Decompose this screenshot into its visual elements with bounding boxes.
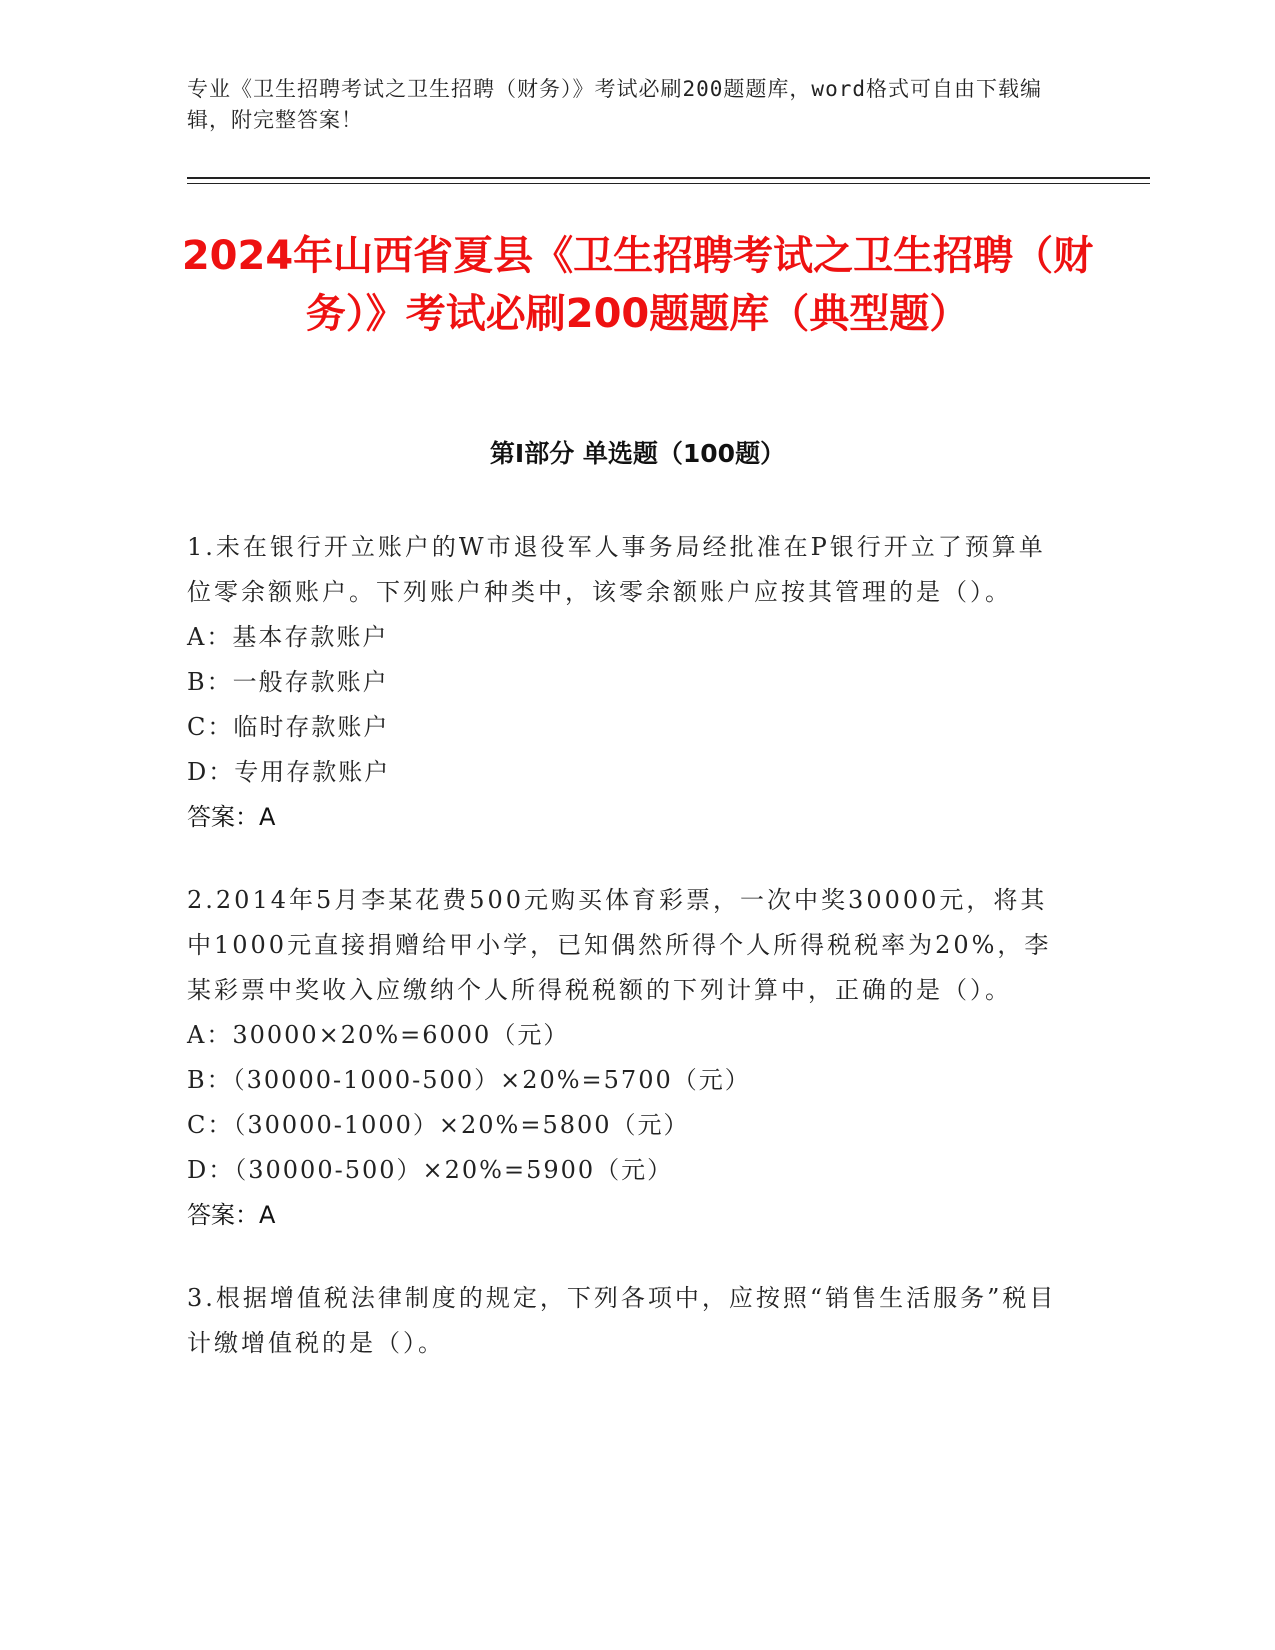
question-list: [187, 525, 1062, 1404]
option-c: C：临时存款账户: [187, 713, 390, 741]
option-b: B：一般存款账户: [187, 668, 389, 696]
option-d: D：专用存款账户: [187, 758, 391, 786]
option-a: A：30000×20%=6000（元）: [187, 1021, 570, 1049]
option-c: C：（30000-1000）×20%=5800（元）: [187, 1111, 690, 1139]
option-d: D：（30000-500）×20%=5900（元）: [187, 1156, 674, 1184]
question-2: [187, 878, 1062, 1238]
header-note: 专业《卫生招聘考试之卫生招聘（财务）》考试必刷200题题库，word格式可自由下载编辑，附完整答案！: [187, 77, 1042, 132]
question-stem: 2.2014年5月李某花费500元购买体育彩票，一次中奖30000元，将其中1000元直接捐赠给甲小学，已知偶然所得个人所得税税率为20%，李某彩票中奖收入应缴纳个人所得税税额的下列计算中，正确的是（）。: [187, 886, 1052, 1004]
question-stem: 3.根据增值税法律制度的规定，下列各项中，应按照“销售生活服务”税目计缴增值税的是（）。: [187, 1284, 1057, 1357]
header-rule-thick: [187, 177, 1150, 179]
option-a: A：基本存款账户: [187, 623, 389, 651]
question-1: [187, 525, 1062, 840]
question-stem: 1.未在银行开立账户的W市退役军人事务局经批准在P银行开立了预算单位零余额账户。下列账户种类中，该零余额账户应按其管理的是（）。: [187, 533, 1046, 606]
header-rule-thin: [187, 183, 1150, 184]
document-title: 2024年山西省夏县《卫生招聘考试之卫生招聘（财务）》考试必刷200题题库（典型题）: [181, 233, 1094, 337]
question-3: [187, 1276, 1062, 1366]
section-heading: 第I部分 单选题（100题）: [489, 439, 786, 468]
answer: 答案：A: [187, 803, 276, 831]
option-b: B：（30000-1000-500）×20%=5700（元）: [187, 1066, 751, 1094]
answer: 答案：A: [187, 1201, 276, 1229]
